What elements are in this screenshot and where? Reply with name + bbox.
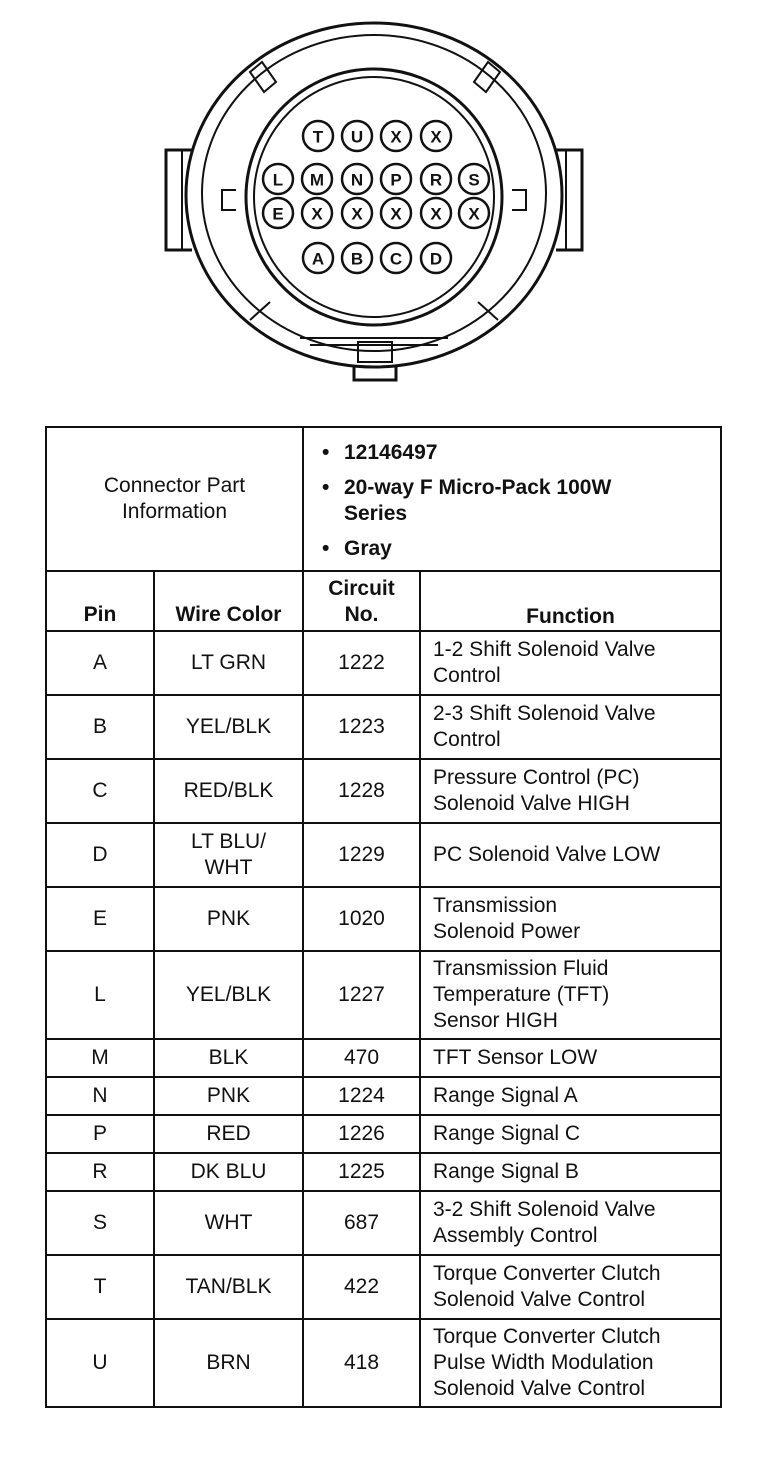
cell-wire-color: TAN/BLK <box>154 1255 303 1319</box>
cell-circuit-no: 1225 <box>303 1153 420 1191</box>
table-row <box>46 1153 721 1191</box>
pin-label: E <box>272 204 284 224</box>
cell-wire-color: PNK <box>154 887 303 951</box>
pin-label: U <box>350 127 364 147</box>
pin-label: N <box>350 170 364 190</box>
cell-circuit-no: 1020 <box>303 887 420 951</box>
cell-function: Transmission Solenoid Power <box>420 887 721 951</box>
header-function: Function <box>420 571 721 631</box>
pin-label: S <box>468 170 480 190</box>
cell-pin: P <box>46 1115 154 1153</box>
connector-housing <box>166 23 582 380</box>
table-row <box>46 823 721 887</box>
header-pin: Pin <box>46 571 154 631</box>
connector-info-cell <box>303 427 721 571</box>
cell-circuit-no: 687 <box>303 1191 420 1255</box>
pin-label: L <box>272 170 284 190</box>
cell-function: TFT Sensor LOW <box>420 1039 721 1077</box>
pin-label: X <box>390 204 402 224</box>
cell-wire-color: DK BLU <box>154 1153 303 1191</box>
column-header-row <box>46 571 721 631</box>
connector-type: • 20-way F Micro-Pack 100W Series <box>344 475 720 527</box>
cell-pin: E <box>46 887 154 951</box>
table-row <box>46 1039 721 1077</box>
pin-label: X <box>430 127 442 147</box>
pin-cavities <box>263 121 489 273</box>
cell-wire-color: RED <box>154 1115 303 1153</box>
cell-pin: M <box>46 1039 154 1077</box>
cell-function: Pressure Control (PC) Solenoid Valve HIGH <box>420 759 721 823</box>
cell-pin: B <box>46 695 154 759</box>
table-row <box>46 631 721 695</box>
cell-circuit-no: 1222 <box>303 631 420 695</box>
pin-label: M <box>309 170 325 190</box>
cell-pin: R <box>46 1153 154 1191</box>
cell-circuit-no: 1227 <box>303 951 420 1039</box>
table-row <box>46 951 721 1039</box>
cell-circuit-no: 470 <box>303 1039 420 1077</box>
cell-function: Torque Converter Clutch Solenoid Valve Control <box>420 1255 721 1319</box>
cell-wire-color: PNK <box>154 1077 303 1115</box>
cell-function: Range Signal C <box>420 1115 721 1153</box>
cell-pin: L <box>46 951 154 1039</box>
pin-label: X <box>390 127 402 147</box>
cell-function: Transmission Fluid Temperature (TFT) Sensor HIGH <box>420 951 721 1039</box>
cell-wire-color: YEL/BLK <box>154 951 303 1039</box>
pin-label: X <box>351 204 363 224</box>
cell-wire-color: YEL/BLK <box>154 695 303 759</box>
table-row <box>46 1077 721 1115</box>
cell-pin: N <box>46 1077 154 1115</box>
pin-label: T <box>312 127 324 147</box>
connector-face-diagram <box>0 0 768 420</box>
pin-label: R <box>429 170 443 190</box>
cell-function: 1-2 Shift Solenoid Valve Control <box>420 631 721 695</box>
table-row <box>46 695 721 759</box>
header-circuit-no: Circuit No. <box>303 571 420 631</box>
header-wire-color: Wire Color <box>154 571 303 631</box>
pinout-table <box>45 426 722 1408</box>
cell-wire-color: RED/BLK <box>154 759 303 823</box>
table-row <box>46 1255 721 1319</box>
cell-function: 3-2 Shift Solenoid Valve Assembly Control <box>420 1191 721 1255</box>
connector-info-list <box>304 428 720 570</box>
cell-pin: T <box>46 1255 154 1319</box>
pin-label: X <box>468 204 480 224</box>
table-row <box>46 887 721 951</box>
table-row <box>46 759 721 823</box>
cell-wire-color: LT BLU/ WHT <box>154 823 303 887</box>
cell-pin: S <box>46 1191 154 1255</box>
cell-function: 2-3 Shift Solenoid Valve Control <box>420 695 721 759</box>
cell-function: Range Signal A <box>420 1077 721 1115</box>
connector-info-title: Connector Part Information <box>46 427 303 571</box>
cell-circuit-no: 1223 <box>303 695 420 759</box>
pin-rows <box>46 631 721 1407</box>
cell-circuit-no: 1226 <box>303 1115 420 1153</box>
pin-label: X <box>311 204 323 224</box>
pin-label: A <box>311 249 325 269</box>
cell-wire-color: BLK <box>154 1039 303 1077</box>
connector-color: • Gray <box>344 536 720 562</box>
cell-function: Torque Converter Clutch Pulse Width Modulation Solenoid Valve Control <box>420 1319 721 1407</box>
pin-label: B <box>350 249 364 269</box>
cell-pin: C <box>46 759 154 823</box>
cell-function: Range Signal B <box>420 1153 721 1191</box>
pin-label: D <box>429 249 443 269</box>
cell-pin: A <box>46 631 154 695</box>
cell-wire-color: BRN <box>154 1319 303 1407</box>
cell-function: PC Solenoid Valve LOW <box>420 823 721 887</box>
table-row <box>46 1319 721 1407</box>
cell-circuit-no: 1224 <box>303 1077 420 1115</box>
table-row <box>46 1115 721 1153</box>
pin-label: P <box>390 170 402 190</box>
cell-circuit-no: 1228 <box>303 759 420 823</box>
cell-pin: U <box>46 1319 154 1407</box>
connector-info-row <box>46 427 721 571</box>
pin-label: X <box>430 204 442 224</box>
cell-pin: D <box>46 823 154 887</box>
cell-circuit-no: 1229 <box>303 823 420 887</box>
part-number: • 12146497 <box>344 440 720 466</box>
pin-label: C <box>389 249 403 269</box>
table-row <box>46 1191 721 1255</box>
cell-circuit-no: 422 <box>303 1255 420 1319</box>
cell-circuit-no: 418 <box>303 1319 420 1407</box>
cell-wire-color: LT GRN <box>154 631 303 695</box>
cell-wire-color: WHT <box>154 1191 303 1255</box>
